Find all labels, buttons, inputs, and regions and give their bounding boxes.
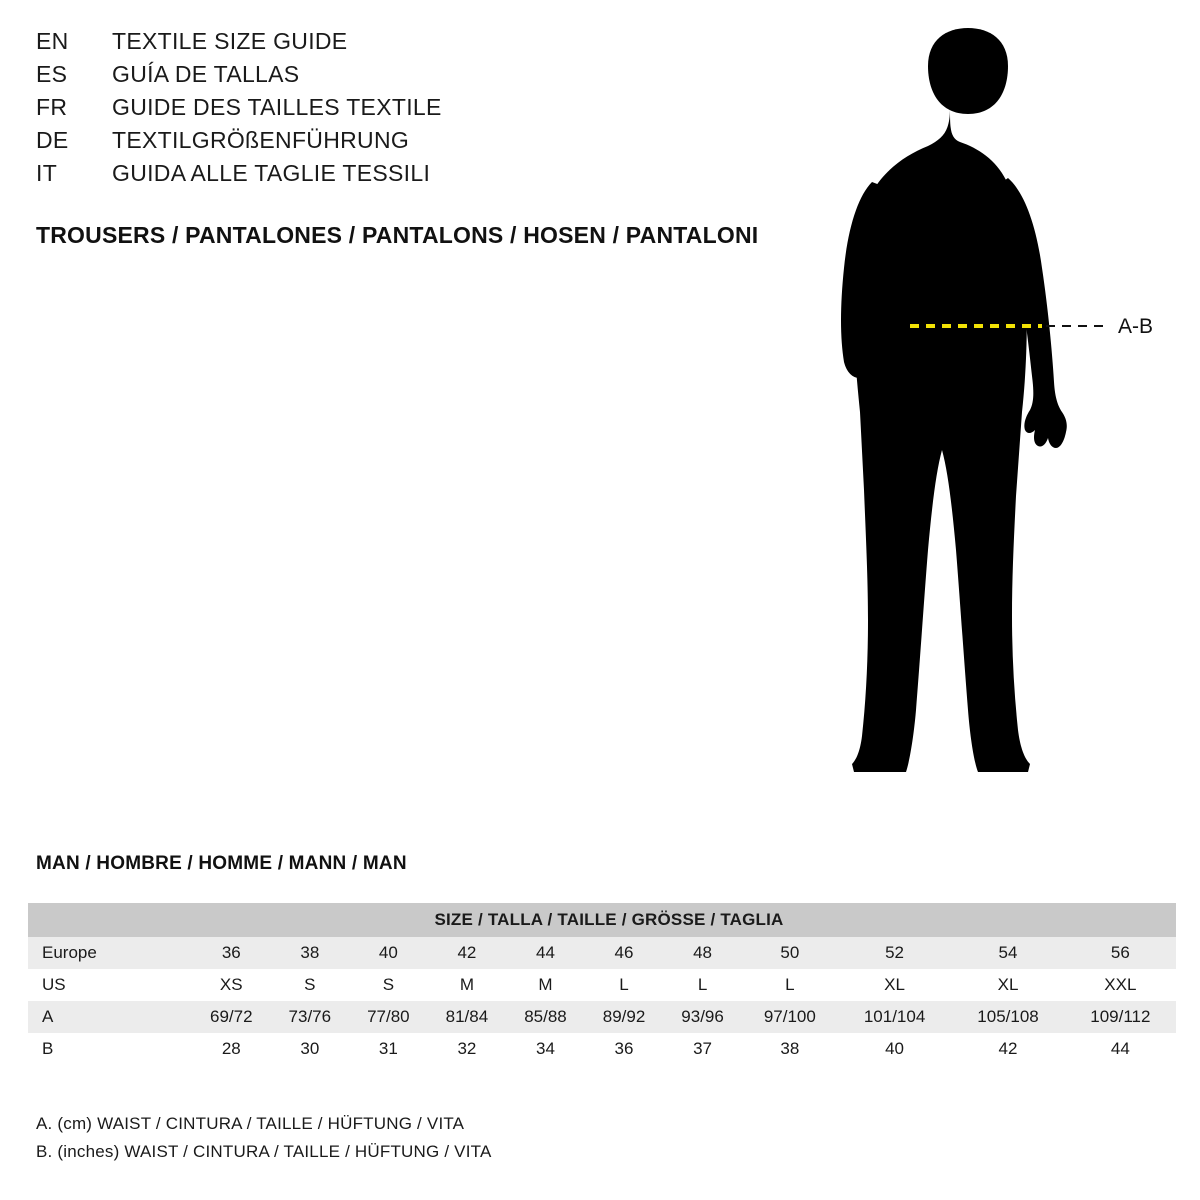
footnote-b: B. (inches) WAIST / CINTURA / TAILLE / HÜFTUNG / VITA: [36, 1142, 492, 1161]
section-title-man: MAN / HOMBRE / HOMME / MANN / MAN: [36, 853, 407, 874]
language-text: GUIDA ALLE TAGLIE TESSILI: [112, 160, 431, 186]
table-row: [28, 1001, 1176, 1033]
cell: 36: [192, 937, 271, 969]
cell: 40: [838, 1033, 951, 1065]
row-label: B: [28, 1033, 192, 1065]
cell: M: [506, 969, 585, 1001]
language-row: [36, 61, 796, 94]
table-header-row: [28, 903, 1176, 937]
cell: 81/84: [428, 1001, 507, 1033]
cell: S: [271, 969, 350, 1001]
size-table-wrapper: [28, 903, 1176, 1065]
language-list: [36, 28, 796, 193]
cell: 93/96: [663, 1001, 742, 1033]
row-label: A: [28, 1001, 192, 1033]
language-text: GUIDE DES TAILLES TEXTILE: [112, 94, 442, 120]
row-label: Europe: [28, 937, 192, 969]
cell: 34: [506, 1033, 585, 1065]
cell: 42: [428, 937, 507, 969]
cell: 101/104: [838, 1001, 951, 1033]
table-row: [28, 969, 1176, 1001]
table-header-label: SIZE / TALLA / TAILLE / GRÖSSE / TAGLIA: [28, 903, 1176, 937]
cell: 73/76: [271, 1001, 350, 1033]
cell: L: [663, 969, 742, 1001]
language-row: [36, 94, 796, 127]
cell: 54: [951, 937, 1064, 969]
cell: 28: [192, 1033, 271, 1065]
cell: 42: [951, 1033, 1064, 1065]
language-text: GUÍA DE TALLAS: [112, 61, 300, 87]
cell: 31: [349, 1033, 428, 1065]
cell: 30: [271, 1033, 350, 1065]
cell: 105/108: [951, 1001, 1064, 1033]
cell: 37: [663, 1033, 742, 1065]
language-row: [36, 28, 796, 61]
cell: 97/100: [742, 1001, 838, 1033]
language-code: FR: [36, 94, 68, 120]
cell: 46: [585, 937, 664, 969]
cell: 109/112: [1065, 1001, 1176, 1033]
cell: 48: [663, 937, 742, 969]
cell: 44: [506, 937, 585, 969]
cell: 36: [585, 1033, 664, 1065]
cell: L: [742, 969, 838, 1001]
silhouette-body: [841, 28, 1067, 772]
language-code: EN: [36, 28, 69, 54]
cell: XL: [838, 969, 951, 1001]
cell: 38: [742, 1033, 838, 1065]
cell: S: [349, 969, 428, 1001]
language-row: [36, 127, 796, 160]
cell: XL: [951, 969, 1064, 1001]
footnote-a: A. (cm) WAIST / CINTURA / TAILLE / HÜFTUNG / VITA: [36, 1114, 465, 1133]
cell: 56: [1065, 937, 1176, 969]
cell: 32: [428, 1033, 507, 1065]
cell: 89/92: [585, 1001, 664, 1033]
footnotes: [36, 1110, 492, 1166]
row-label: US: [28, 969, 192, 1001]
size-table: [28, 903, 1176, 1065]
cell: 38: [271, 937, 350, 969]
language-text: TEXTILE SIZE GUIDE: [112, 28, 348, 54]
language-code: ES: [36, 61, 68, 87]
silhouette-figure: [810, 20, 1190, 800]
table-row: [28, 1033, 1176, 1065]
cell: 40: [349, 937, 428, 969]
cell: L: [585, 969, 664, 1001]
language-code: DE: [36, 127, 69, 153]
cell: 50: [742, 937, 838, 969]
measure-label: A-B: [1118, 315, 1154, 338]
cell: 44: [1065, 1033, 1176, 1065]
cell: 52: [838, 937, 951, 969]
language-row: [36, 160, 796, 193]
cell: XXL: [1065, 969, 1176, 1001]
cell: 77/80: [349, 1001, 428, 1033]
table-row: [28, 937, 1176, 969]
garment-title: TROUSERS / PANTALONES / PANTALONS / HOSEN / PANTALONI: [36, 222, 759, 248]
cell: XS: [192, 969, 271, 1001]
language-code: IT: [36, 160, 58, 186]
cell: M: [428, 969, 507, 1001]
cell: 69/72: [192, 1001, 271, 1033]
cell: 85/88: [506, 1001, 585, 1033]
language-text: TEXTILGRÖßENFÜHRUNG: [112, 127, 410, 153]
